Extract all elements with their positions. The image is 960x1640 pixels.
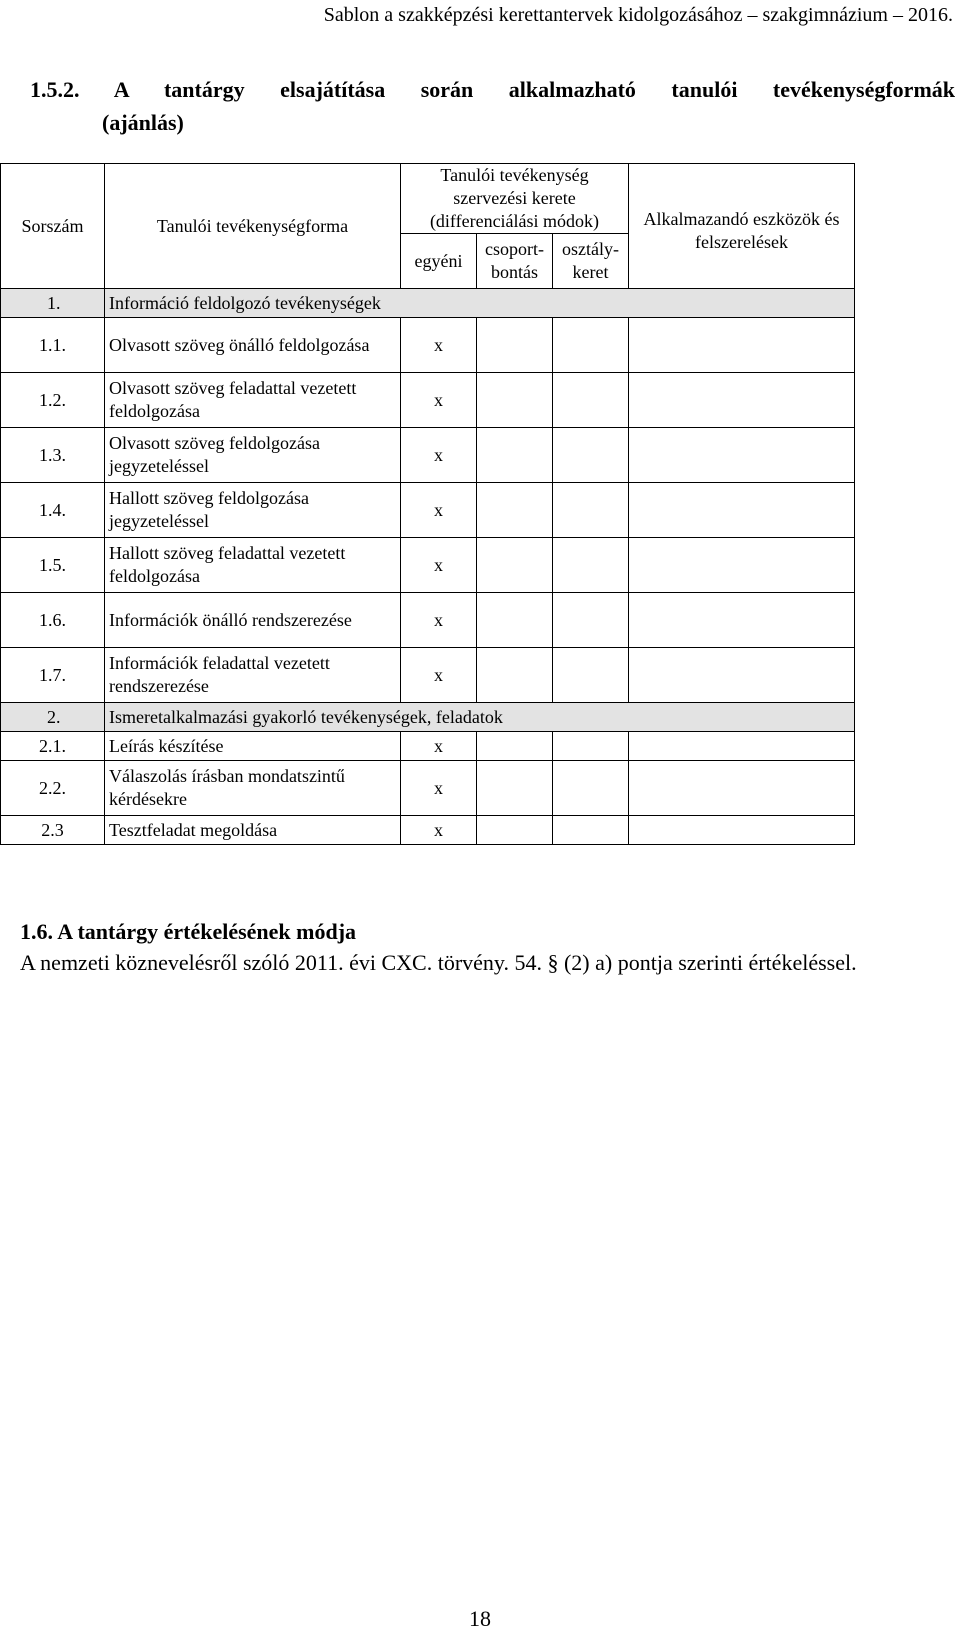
row-tools-cell: [629, 483, 855, 538]
row-individual-mark: x: [401, 428, 477, 483]
row-individual-mark: x: [401, 761, 477, 816]
row-number: 1.3.: [1, 428, 105, 483]
row-tools-cell: [629, 593, 855, 648]
row-number: 1.7.: [1, 648, 105, 703]
row-group-cell: [477, 483, 553, 538]
row-tools-cell: [629, 428, 855, 483]
row-class-cell: [553, 428, 629, 483]
row-class-cell: [553, 593, 629, 648]
group-number: 1.: [1, 289, 105, 318]
table-row: [1, 761, 855, 816]
header-individual: egyéni: [401, 234, 477, 289]
row-class-cell: [553, 483, 629, 538]
header-number: Sorszám: [1, 164, 105, 289]
row-individual-mark: x: [401, 538, 477, 593]
row-class-cell: [553, 538, 629, 593]
row-group-cell: [477, 538, 553, 593]
table-row: [1, 538, 855, 593]
header-framework: Tanulói tevékenység szervezési kerete (differenciálási módok): [401, 164, 629, 234]
row-group-cell: [477, 648, 553, 703]
row-group-cell: [477, 816, 553, 845]
table-row: [1, 373, 855, 428]
row-label: Hallott szöveg feladattal vezetett feldolgozása: [105, 538, 401, 593]
header-tools: Alkalmazandó eszközök és felszerelések: [629, 164, 855, 289]
row-label: Olvasott szöveg önálló feldolgozása: [105, 318, 401, 373]
row-class-cell: [553, 318, 629, 373]
row-label: Hallott szöveg feldolgozása jegyzeteléssel: [105, 483, 401, 538]
table-row: [1, 648, 855, 703]
section-heading-line2: (ajánlás): [102, 110, 184, 135]
header-activity-form: Tanulói tevékenységforma: [105, 164, 401, 289]
row-tools-cell: [629, 648, 855, 703]
row-class-cell: [553, 761, 629, 816]
row-label: Információk önálló rendszerezése: [105, 593, 401, 648]
group-number: 2.: [1, 703, 105, 732]
row-number: 2.1.: [1, 732, 105, 761]
group-row-1: [1, 289, 855, 318]
row-number: 1.1.: [1, 318, 105, 373]
row-group-cell: [477, 593, 553, 648]
row-number: 1.2.: [1, 373, 105, 428]
row-label: Információk feladattal vezetett rendszerezése: [105, 648, 401, 703]
row-label: Tesztfeladat megoldása: [105, 816, 401, 845]
section-16-title: 1.6. A tantárgy értékelésének módja: [20, 919, 357, 944]
row-number: 1.5.: [1, 538, 105, 593]
table-row: [1, 318, 855, 373]
row-individual-mark: x: [401, 318, 477, 373]
row-label: Olvasott szöveg feladattal vezetett feldolgozása: [105, 373, 401, 428]
row-group-cell: [477, 318, 553, 373]
page-number: 18: [469, 1606, 491, 1631]
row-individual-mark: x: [401, 816, 477, 845]
row-class-cell: [553, 816, 629, 845]
row-individual-mark: x: [401, 648, 477, 703]
row-group-cell: [477, 732, 553, 761]
row-label: Válaszolás írásban mondatszintű kérdésekre: [105, 761, 401, 816]
group-row-2: [1, 703, 855, 732]
row-individual-mark: x: [401, 483, 477, 538]
section-16-body: A nemzeti köznevelésről szóló 2011. évi CXC. törvény. 54. § (2) a) pontja szerinti értékeléssel.: [20, 950, 857, 975]
row-group-cell: [477, 373, 553, 428]
row-number: 1.6.: [1, 593, 105, 648]
row-tools-cell: [629, 538, 855, 593]
table-row: [1, 428, 855, 483]
section-heading-line1: 1.5.2. A tantárgy elsajátítása során alkalmazható tanulói tevékenységformák: [30, 77, 955, 102]
row-tools-cell: [629, 761, 855, 816]
group-title: Információ feldolgozó tevékenységek: [105, 289, 855, 318]
header-group: csoport-bontás: [477, 234, 553, 289]
row-class-cell: [553, 648, 629, 703]
row-individual-mark: x: [401, 593, 477, 648]
row-group-cell: [477, 761, 553, 816]
row-tools-cell: [629, 373, 855, 428]
row-class-cell: [553, 732, 629, 761]
running-header: Sablon a szakképzési kerettantervek kidolgozásához – szakgimnázium – 2016.: [323, 4, 953, 26]
row-tools-cell: [629, 732, 855, 761]
table-row: [1, 483, 855, 538]
row-number: 1.4.: [1, 483, 105, 538]
row-individual-mark: x: [401, 373, 477, 428]
table-row: [1, 732, 855, 761]
row-label: Leírás készítése: [105, 732, 401, 761]
activity-table: [0, 163, 855, 845]
row-number: 2.2.: [1, 761, 105, 816]
row-group-cell: [477, 428, 553, 483]
row-number: 2.3: [1, 816, 105, 845]
table-row: [1, 593, 855, 648]
header-class: osztály-keret: [553, 234, 629, 289]
row-tools-cell: [629, 318, 855, 373]
section-heading: [30, 73, 955, 139]
row-class-cell: [553, 373, 629, 428]
group-title: Ismeretalkalmazási gyakorló tevékenységek, feladatok: [105, 703, 855, 732]
row-label: Olvasott szöveg feldolgozása jegyzeteléssel: [105, 428, 401, 483]
row-tools-cell: [629, 816, 855, 845]
row-individual-mark: x: [401, 732, 477, 761]
table-row: [1, 816, 855, 845]
